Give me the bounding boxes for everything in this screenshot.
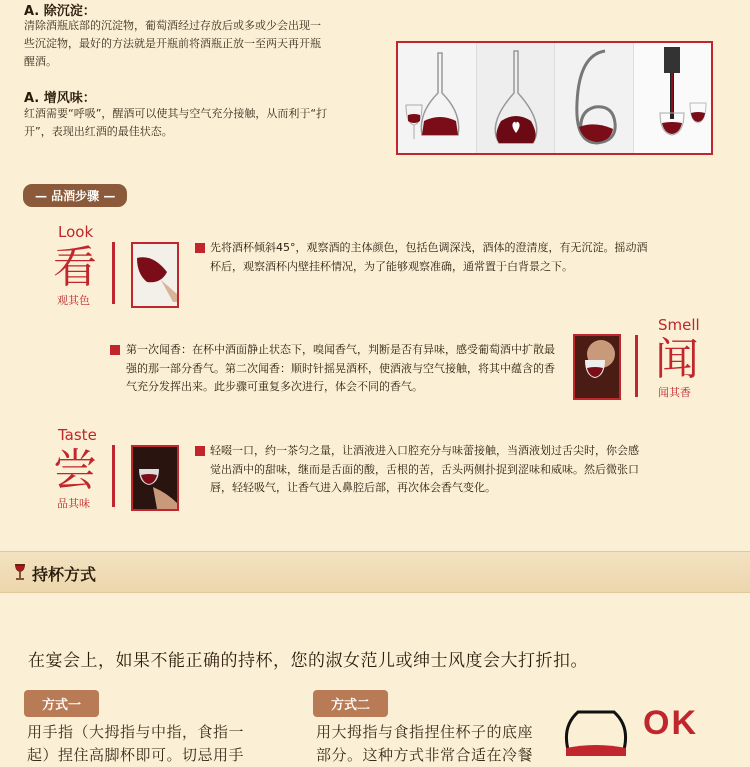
swan-decanter-image <box>555 43 634 153</box>
look-description: 先将酒杯倾斜45°，观察酒的主体颜色，包括色调深浅，酒体的澄清度，有无沉淀。摇动酒杯后，观察酒杯内壁挂杯情况，为了能够观察准确，通常置于白背景之下。 <box>210 241 648 273</box>
tip-heading-flavor: A. 增风味： <box>24 91 96 106</box>
look-bullet <box>195 243 205 253</box>
taste-photo <box>131 445 179 511</box>
smell-photo <box>573 334 621 400</box>
smell-description: 第一次闻香：在杯中酒面静止状态下，嗅闻香气，判断是否有异味，感受葡萄酒中扩散最强的那一部分香气。第二次闻香：顺时针摇晃酒杯，使酒液与空气接触，将其中蕴含的香气充分发挥出来。此步骤可重复多次进行，体会不同的香气。 <box>126 343 555 393</box>
look-photo <box>131 242 179 308</box>
method-one-label: 方式一 <box>24 690 99 717</box>
wine-glass-icon <box>14 563 26 581</box>
holding-intro: 在宴会上，如果不能正确的持杯，您的淑女范儿或绅士风度会大打折扣。 <box>28 651 588 671</box>
taste-divider <box>112 445 115 507</box>
glass-illustration <box>556 708 636 756</box>
aerator-pour-image <box>634 43 712 153</box>
tasting-steps-pill: — 品酒步骤 — <box>23 184 127 207</box>
tip-heading-sediment: A. 除沉淀： <box>24 4 96 19</box>
tip-body-flavor: 红酒需要“呼吸”，醒酒可以使其与空气充分接触，从而利于“打开”，表现出红酒的最佳状态。 <box>24 107 328 138</box>
smell-english-label: Smell <box>658 316 700 334</box>
taste-character: 尝 <box>53 445 97 496</box>
taste-sub-label: 品其味 <box>57 497 90 510</box>
ok-label: OK <box>643 704 698 742</box>
smell-character: 闻 <box>655 334 699 385</box>
holding-section-title: 持杯方式 <box>32 565 97 584</box>
method-one-text: 用手指（大拇指与中指，食指一起）捏住高脚杯即可。切忌用手 <box>27 723 245 764</box>
decanter-photo-strip <box>396 41 713 155</box>
holding-section-bar <box>0 551 750 593</box>
taste-description: 轻啜一口，约一茶匀之量，让酒液进入口腔充分与味蕾接触，当酒液划过舌尖时，你会感觉出酒中的甜味，继而是舌面的酸，舌根的苦，舌头两侧扑捉到涩味和威味。然后微张口唇，轻轻吸气，让香气进入鼻腔后部，再次体会香气变化。 <box>210 444 639 494</box>
look-sub-label: 观其色 <box>57 294 90 307</box>
look-english-label: Look <box>58 223 94 241</box>
taste-english-label: Taste <box>58 426 97 444</box>
look-character: 看 <box>53 242 97 293</box>
smell-bullet <box>110 345 120 355</box>
method-two-label: 方式二 <box>313 690 388 717</box>
tip-body-sediment: 清除酒瓶底部的沉淀物，葡萄酒经过存放后或多或少会出现一些沉淀物，最好的方法就是开瓶前将酒瓶正放一至两天再开瓶醒酒。 <box>24 19 321 68</box>
decanter-with-glasses-image <box>398 43 477 153</box>
taste-bullet <box>195 446 205 456</box>
smell-divider <box>635 335 638 397</box>
method-two-text: 用大拇指与食指捏住杯子的底座部分。这种方式非常合适在冷餐 <box>316 723 534 764</box>
smell-sub-label: 闻其香 <box>658 386 691 399</box>
look-divider <box>112 242 115 304</box>
heart-decanter-image <box>477 43 556 153</box>
